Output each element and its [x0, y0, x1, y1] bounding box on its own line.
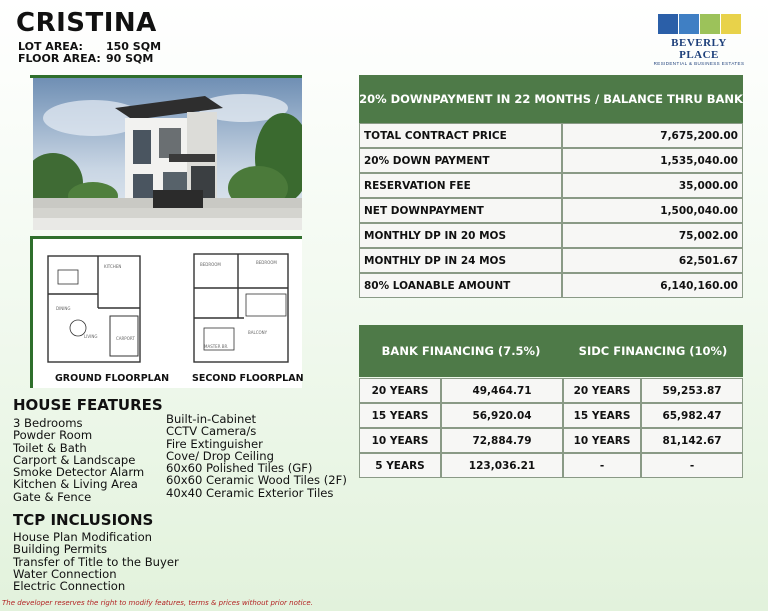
tcp-item: Electric Connection — [13, 579, 126, 594]
floor-area-value: 90 SQM — [106, 52, 154, 65]
feature-item: Gate & Fence — [13, 489, 92, 504]
sidc-monthly-amount: 81,142.67 — [641, 428, 743, 453]
payment-value: 7,675,200.00 — [562, 123, 743, 148]
logo-name: BEVERLY PLACE — [671, 37, 727, 61]
ground-floorplan-label: GROUND FLOORPLAN — [55, 373, 170, 384]
feature-item: Kitchen & Living Area — [13, 477, 138, 492]
svg-text:CARPORT: CARPORT — [116, 336, 135, 341]
bank-term: 5 YEARS — [359, 453, 441, 478]
sidc-term: - — [563, 453, 641, 478]
feature-item: Carport & Landscape — [13, 452, 136, 467]
sidc-term: 10 YEARS — [563, 428, 641, 453]
feature-item: Powder Room — [13, 428, 93, 443]
payment-row — [359, 223, 743, 248]
feature-item: Cove/ Drop Ceiling — [166, 448, 274, 463]
second-floorplan-label: SECOND FLOORPLAN — [192, 373, 304, 384]
payment-row — [359, 198, 743, 223]
payment-value: 35,000.00 — [562, 173, 743, 198]
floor-area-label: FLOOR AREA: — [18, 52, 101, 65]
model-title: CRISTINA — [16, 8, 157, 38]
tcp-item: Transfer of Title to the Buyer — [13, 554, 179, 569]
svg-text:BALCONY: BALCONY — [248, 330, 268, 335]
payment-value: 1,500,040.00 — [562, 198, 743, 223]
features-list-left — [13, 417, 144, 503]
house-rendering-image — [33, 78, 302, 230]
feature-item: 60x60 Polished Tiles (GF) — [166, 461, 313, 476]
payment-label: 20% DOWN PAYMENT — [359, 148, 562, 173]
logo-tiles — [652, 14, 746, 34]
tcp-item: Water Connection — [13, 566, 117, 581]
payment-value: 1,535,040.00 — [562, 148, 743, 173]
payment-label: TOTAL CONTRACT PRICE — [359, 123, 562, 148]
floor-area — [18, 52, 153, 65]
sidc-financing-header: SIDC FINANCING (10%) — [578, 344, 728, 358]
sidc-term: 15 YEARS — [563, 403, 641, 428]
payment-label: MONTHLY DP IN 24 MOS — [359, 248, 562, 273]
payment-label: MONTHLY DP IN 20 MOS — [359, 223, 562, 248]
payment-label: NET DOWNPAYMENT — [359, 198, 562, 223]
feature-item: CCTV Camera/s — [166, 424, 257, 439]
svg-text:BEDROOM: BEDROOM — [256, 260, 277, 265]
logo-tagline: RESIDENTIAL & BUSINESS ESTATES — [653, 61, 745, 66]
tcp-inclusions-heading: TCP INCLUSIONS — [13, 511, 154, 529]
svg-text:BEDROOM: BEDROOM — [200, 262, 221, 267]
feature-item: Built-in-Cabinet — [166, 412, 257, 426]
logo-tile — [679, 14, 699, 34]
feature-item: 60x60 Ceramic Wood Tiles (2F) — [166, 473, 347, 488]
financing-header — [359, 325, 743, 377]
disclaimer: The developer reserves the right to modify features, terms & prices without prior notice. — [2, 599, 313, 607]
svg-text:DINING: DINING — [56, 306, 71, 311]
bank-term: 10 YEARS — [359, 428, 441, 453]
beverly-place-logo — [652, 14, 746, 66]
svg-text:LIVING: LIVING — [84, 334, 98, 339]
feature-item: 3 Bedrooms — [13, 416, 83, 430]
payment-value: 62,501.67 — [562, 248, 743, 273]
features-list-right — [166, 413, 347, 499]
financing-row — [359, 403, 743, 428]
logo-tile — [658, 14, 678, 34]
tcp-item: Building Permits — [13, 542, 108, 557]
lot-area-value: 150 SQM — [106, 40, 162, 53]
payment-row — [359, 248, 743, 273]
sidc-monthly-amount: 65,982.47 — [641, 403, 743, 428]
payment-label: RESERVATION FEE — [359, 173, 562, 198]
bank-monthly-amount: 56,920.04 — [441, 403, 563, 428]
payment-terms-header: 20% DOWNPAYMENT IN 22 MONTHS / BALANCE THRU BANK — [359, 75, 743, 123]
logo-tile — [700, 14, 720, 34]
bank-term: 15 YEARS — [359, 403, 441, 428]
bank-term: 20 YEARS — [359, 378, 441, 403]
sidc-monthly-amount: - — [641, 453, 743, 478]
feature-item: Smoke Detector Alarm — [13, 465, 145, 480]
feature-item: 40x40 Ceramic Exterior Tiles — [166, 485, 334, 500]
payment-label: 80% LOANABLE AMOUNT — [359, 273, 562, 298]
sidc-monthly-amount: 59,253.87 — [641, 378, 743, 403]
financing-row — [359, 453, 743, 478]
svg-text:KITCHEN: KITCHEN — [104, 264, 122, 269]
bank-monthly-amount: 49,464.71 — [441, 378, 563, 403]
tcp-inclusions-list — [13, 531, 179, 592]
financing-row — [359, 378, 743, 403]
sidc-term: 20 YEARS — [563, 378, 641, 403]
bank-monthly-amount: 72,884.79 — [441, 428, 563, 453]
house-features-heading: HOUSE FEATURES — [13, 396, 163, 414]
svg-text:MASTER BR.: MASTER BR. — [204, 344, 229, 349]
payment-row — [359, 123, 743, 148]
payment-value: 6,140,160.00 — [562, 273, 743, 298]
feature-item: Fire Extinguisher — [166, 436, 263, 451]
payment-row — [359, 148, 743, 173]
logo-tile — [721, 14, 741, 34]
floorplan-drawing — [34, 248, 299, 370]
financing-row — [359, 428, 743, 453]
feature-item: Toilet & Bath — [13, 440, 87, 455]
payment-value: 75,002.00 — [562, 223, 743, 248]
tcp-item: House Plan Modification — [13, 530, 153, 544]
payment-row — [359, 273, 743, 298]
bank-monthly-amount: 123,036.21 — [441, 453, 563, 478]
payment-row — [359, 173, 743, 198]
lot-area-label: LOT AREA: — [18, 40, 83, 53]
bank-financing-header: BANK FINANCING (7.5%) — [381, 344, 541, 358]
